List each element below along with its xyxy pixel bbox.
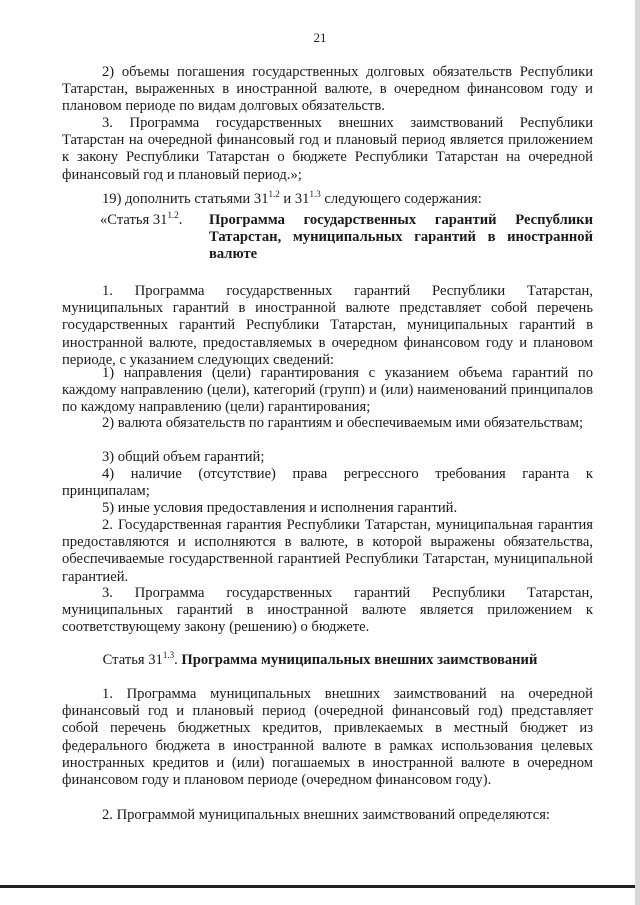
article-31-3-title: Программа муниципальных внешних заимствований — [181, 652, 538, 668]
scan-edge-shadow — [635, 0, 640, 905]
article-31-2-paragraph: 5) иные условия предоставления и исполнения гарантий. — [102, 500, 458, 516]
article-31-3-paragraph: 1. Программа муниципальных внешних заимствований на очередной финансовый год и плановый период (очередной финансовый год) представляет собой перечень бюджетных кредитов, привлекаемых в местный бюджет из федерального бюджета в иностранной валюте в рамках использования целевых иностранных кредитов и (или) погашаемых в иностранной валюте в очередном финансовом году и плановом периоде (очередном финансовом году). — [62, 686, 593, 789]
article-31-2-paragraph: 1) направления (цели) гарантирования с указанием объема гарантий по каждому направлению (цели), категорий (групп) и (или) наименований принципалов по каждому направлению (цели) гарантирования; — [62, 365, 593, 416]
article-31-2-paragraph: 1. Программа государственных гарантий Республики Татарстан, муниципальных гарантий в иностранной валюте представляет собой перечень государственных гарантий Республики Татарстан, муниципальных гарантий в иностранной валюте, предоставляемых в очередном финансовом году и плановом периоде, с указанием следующих сведений: — [62, 283, 593, 368]
paragraph-debt-repayment: 2) объемы погашения государственных долговых обязательств Республики Татарстан, выраженных в иностранной валюте, в очередном финансовом году и плановом периоде по видам долговых обязательств. — [62, 64, 593, 115]
article-31-2-paragraph: 2. Государственная гарантия Республики Татарстан, муниципальная гарантия предоставляются и исполняются в валюте, в которой выражены обязательства, обеспечиваемые государственной гарантией Республики Татарстан, муниципальной гарантией. — [62, 517, 593, 585]
article-31-3-heading: Статья $31^{1.3}$. Программа муниципальных внешних заимствований — [102, 650, 538, 668]
article-31-2-paragraph: 2) валюта обязательств по гарантиям и обеспечиваемым ими обязательствам; — [102, 415, 584, 431]
article-31-2-label: «Статья $31^{1.2}$. — [100, 210, 183, 228]
article-31-2-paragraph: 3) общий объем гарантий; — [102, 449, 265, 465]
paragraph-borrowing-program: 3. Программа государственных внешних заимствований Республики Татарстан на очередной финансовый год и плановый период является приложением к закону Республики Татарстан о бюджете Республики Татарстан на очередной финансовый год и плановый период.»; — [62, 115, 593, 183]
article-31-2-title: Программа государственных гарантий Республики Татарстан, муниципальных гарантий в иностранной валюте — [209, 212, 593, 263]
article-31-3-paragraph: 2. Программой муниципальных внешних заимствований определяются: — [102, 807, 550, 823]
scan-bottom-border — [0, 885, 640, 888]
article-31-2-paragraph: 4) наличие (отсутствие) права регрессного требования гаранта к принципалам; — [62, 466, 593, 500]
article-31-2-paragraph: 3. Программа государственных гарантий Республики Татарстан, муниципальных гарантий в иностранной валюте является приложением к соответствующему закону (решению) о бюджете. — [62, 585, 593, 636]
paragraph-insert-intro: 19) дополнить статьями $31^{1.2}$ и $31^{1.3}$ следующего содержания: — [102, 189, 482, 207]
page-number: 21 — [313, 30, 327, 45]
